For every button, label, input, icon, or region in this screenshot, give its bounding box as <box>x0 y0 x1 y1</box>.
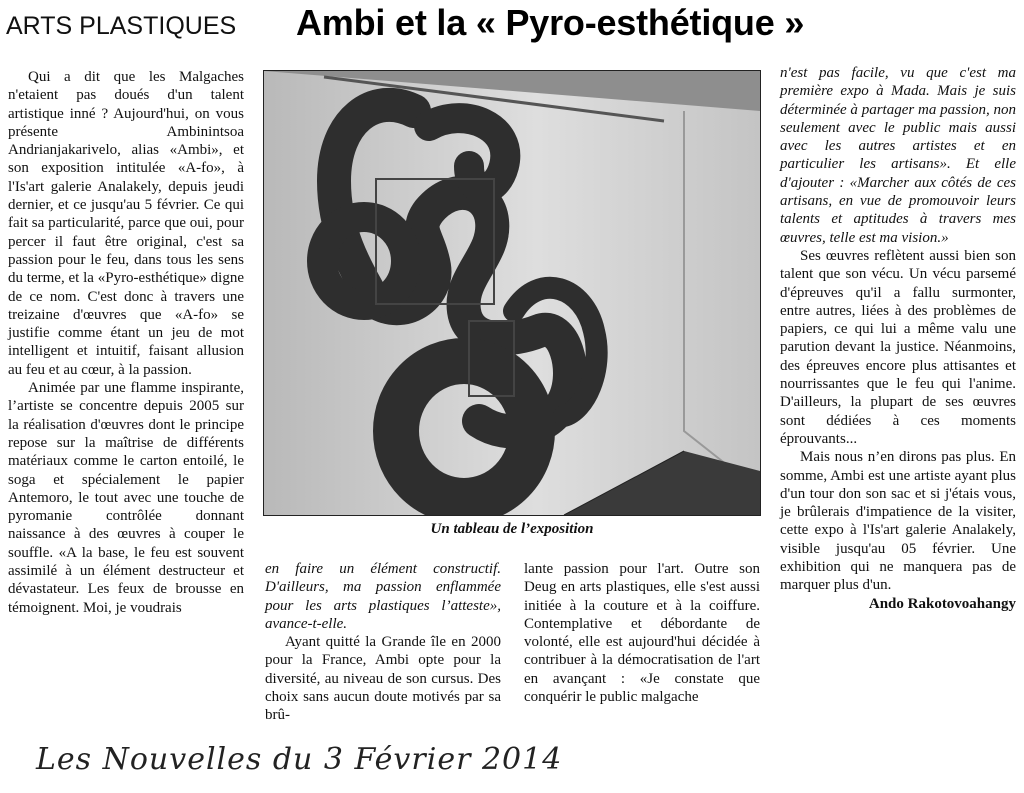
exhibition-photo <box>263 70 761 516</box>
paragraph: Qui a dit que les Malgaches n'etaient pas doués d'un talent artistique inné ? Aujourd'hui, on vous présente Ambinintsoa Andrianjakarivelo, alias «Ambi», et son exposition intitulée «A-fo», à l'Is'art galerie Analakely, depuis jeudi dernier, et ce jusqu'au 5 février. Ce qui fait sa particularité, parce que oui, pour percer il faut être original, c'est sa passion pour le feu, dans tous les sens du terme, et la «Pyro-esthétique» digne de ce nom. C'est donc à travers une treizaine d'œuvres que «A-fo» se justifie comme étant un jeu de mot intelligent et intuitif, faisant allusion au feu et au cœur, à la passion. <box>8 69 244 378</box>
article-header <box>6 2 1018 48</box>
section-rubric: ARTS PLASTIQUES <box>6 12 237 40</box>
paragraph: Ayant quitté la Grande île en 2000 pour la France, Ambi opte pour la diversité, au niveau de son cursus. Des choix sans aucun doute motivés par sa brû- <box>265 634 501 724</box>
handwritten-source-note: Les Nouvelles du 3 Février 2014 <box>36 742 563 777</box>
artwork-photo-image <box>264 71 760 515</box>
article-column-3 <box>524 560 760 706</box>
article-column-2 <box>265 560 501 725</box>
article-column-1 <box>8 68 244 617</box>
article-author: Ando Rakotovoahangy <box>868 595 1016 612</box>
paragraph: Animée par une flamme inspirante, l’artiste se concentre depuis 2005 sur la réalisation d'œuvres dont le principe repose sur la maîtrise de différents matériaux comme le carton entoilé, le soga et spécialement le papier Antemoro, le tout avec une touche de pyromanie contrôlée donnant naissance à des œuvres à couper le souffle. «A la base, le feu est souvent assimilé à un élément destructeur et dévastateur. Les feux de brousse en témoignent. Moi, je voudrais <box>8 380 244 616</box>
paragraph: en faire un élément constructif. D'ailleurs, ma passion enflammée pour les arts plastiques l’atteste», avance-t-elle. <box>265 561 501 632</box>
paragraph: n'est pas facile, vu que c'est ma première expo à Mada. Mais je suis déterminée à partager ma passion, non seulement avec le public mais aussi avec les autres artistes et en particulier les artisans». Et elle d'ajouter : «Marcher aux côtés de ces artisans, en vue de promouvoir leurs talents et aptitudes à travers mes œuvres, telle est ma vision.» <box>780 65 1016 246</box>
article-column-4 <box>780 64 1016 613</box>
article-headline: Ambi et la « Pyro-esthétique » <box>296 2 805 43</box>
photo-caption: Un tableau de l’exposition <box>430 521 594 537</box>
paragraph: Ses œuvres reflètent aussi bien son talent que son vécu. Un vécu parsemé d'épreuves qu'il a fallu surmonter, entre autres, liées à des problèmes de papiers, ce qui lui a même valu une parution devant la justice. Néanmoins, des épreuves encore plus attisantes et nourrissantes que le feu qui l'anime. D'ailleurs, la plupart de ses œuvres sont dédiées à ces moments éprouvants... <box>780 247 1016 447</box>
paragraph: Mais nous n’en dirons pas plus. En somme, Ambi est une artiste ayant plus d'un tour don son sac et si j'étais vous, je brûlerais d'impatience de la visiter, cette expo à l'Is'art galerie Analakely, visible jusqu'au 05 février. Une exhibition qui ne manquera pas de marquer plus d'un. <box>780 449 1016 594</box>
paragraph: lante passion pour l'art. Outre son Deug en arts plastiques, elle s'est aussi initiée à la couture et à la coiffure. Contemplative et débordante de volonté, elle est aujourd'hui décidée à contribuer à la démocratisation de l'art en avançant : «Je constate que conquérir le public malgache <box>524 561 760 706</box>
